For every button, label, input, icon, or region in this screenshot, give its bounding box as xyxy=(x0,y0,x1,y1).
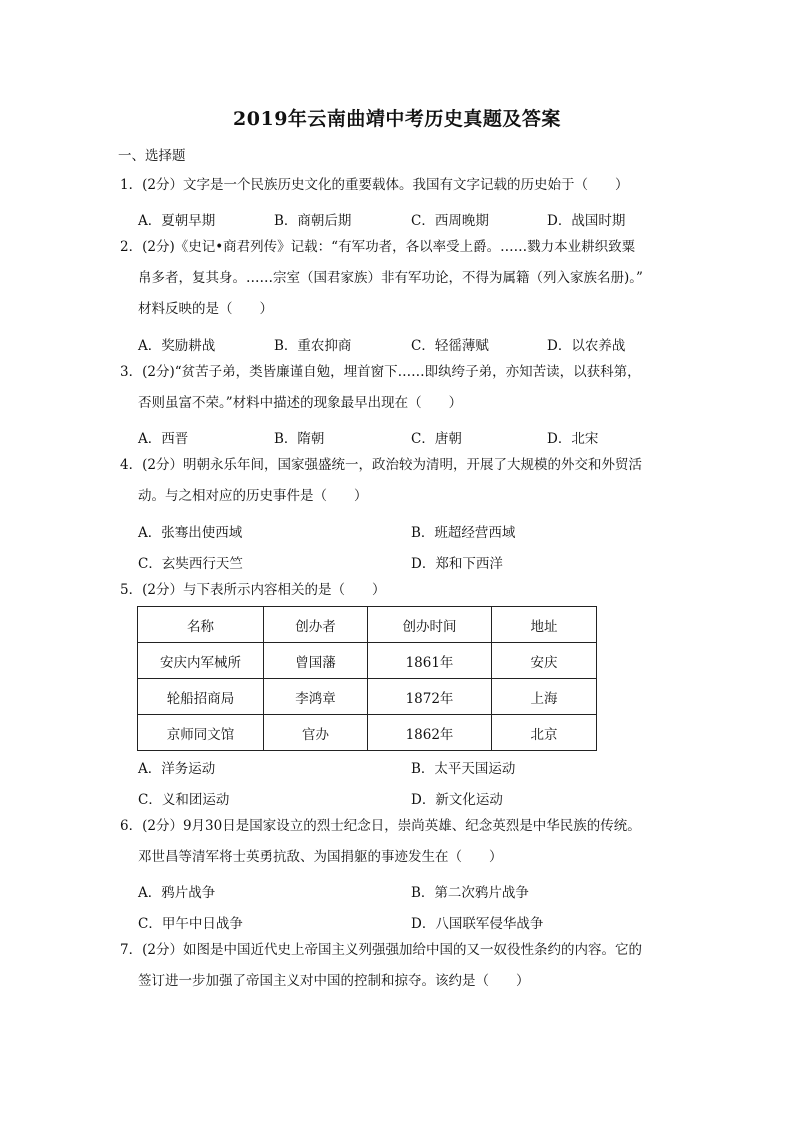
table-cell: 官办 xyxy=(264,715,368,751)
question-stem: 7．(2分）如图是中国近代史上帝国主义列强强加给中国的又一奴役性条约的内容。它的 xyxy=(120,942,642,958)
option-c[interactable]: C．甲午中日战争 xyxy=(138,916,243,932)
question-5 xyxy=(120,575,680,606)
option-a[interactable]: A．奖励耕战 xyxy=(138,338,216,354)
question-6 xyxy=(120,811,680,873)
option-c[interactable]: C．玄奘西行天竺 xyxy=(138,556,243,572)
question-1 xyxy=(120,170,680,201)
table-cell: 李鸿章 xyxy=(264,679,368,715)
table-header-row xyxy=(138,607,597,643)
option-a[interactable]: A．张骞出使西域 xyxy=(138,525,243,541)
table-cell: 安庆 xyxy=(492,643,597,679)
table-cell: 轮船招商局 xyxy=(138,679,264,715)
table-row xyxy=(138,643,597,679)
option-b[interactable]: B．太平天国运动 xyxy=(411,761,516,777)
question-4 xyxy=(120,450,680,512)
option-d[interactable]: D．新文化运动 xyxy=(411,792,503,808)
question-stem-continued: 材料反映的是（ ） xyxy=(138,301,273,317)
table-cell: 上海 xyxy=(492,679,597,715)
table-cell: 1872年 xyxy=(368,679,492,715)
table-row xyxy=(138,679,597,715)
question-stem-continued: 帛多者，复其身。……宗室（国君家族）非有军功论，不得为属籍（列入家族名册)。” xyxy=(138,270,643,286)
option-b[interactable]: B．商朝后期 xyxy=(274,213,352,229)
table-cell: 曾国藩 xyxy=(264,643,368,679)
table-header-cell: 创办时间 xyxy=(368,607,492,643)
option-a[interactable]: A．西晋 xyxy=(138,431,189,447)
question-7 xyxy=(120,935,680,997)
option-c[interactable]: C．唐朝 xyxy=(411,431,462,447)
table-header-cell: 名称 xyxy=(138,607,264,643)
option-a[interactable]: A．鸦片战争 xyxy=(138,885,216,901)
question-stem-continued: 签订进一步加强了帝国主义对中国的控制和掠夺。该约是（ ） xyxy=(138,973,530,989)
option-b[interactable]: B．班超经营西域 xyxy=(411,525,516,541)
option-c[interactable]: C．义和团运动 xyxy=(138,792,230,808)
option-d[interactable]: D．战国时期 xyxy=(547,213,626,229)
table-header-cell: 创办者 xyxy=(264,607,368,643)
question-stem: 2．(2分)《史记•商君列传》记载：“有军功者，各以率受上爵。……戮力本业耕织致粟 xyxy=(120,239,636,255)
question-stem: 1．(2分）文字是一个民族历史文化的重要载体。我国有文字记载的历史始于（ ） xyxy=(120,177,629,193)
question-stem: 3．(2分)“贫苦子弟，类皆廉谨自勉，埋首窗下……即纨绔子弟，亦知苦读，以获科第， xyxy=(120,364,641,380)
question-stem: 5．(2分）与下表所示内容相关的是（ ） xyxy=(120,582,386,598)
table-row xyxy=(138,715,597,751)
option-a[interactable]: A．洋务运动 xyxy=(138,761,216,777)
option-d[interactable]: D．北宋 xyxy=(547,431,599,447)
table-cell: 北京 xyxy=(492,715,597,751)
option-d[interactable]: D．以农养战 xyxy=(547,338,626,354)
table-cell: 1862年 xyxy=(368,715,492,751)
question-stem: 6．(2分）9月30日是国家设立的烈士纪念日，崇尚英雄、纪念英烈是中华民族的传统。 xyxy=(120,818,641,834)
table-cell: 1861年 xyxy=(368,643,492,679)
option-b[interactable]: B．第二次鸦片战争 xyxy=(411,885,529,901)
section-heading: 一、选择题 xyxy=(118,148,186,164)
table-cell: 京师同文馆 xyxy=(138,715,264,751)
question-2 xyxy=(120,232,680,325)
option-a[interactable]: A．夏朝早期 xyxy=(138,213,216,229)
option-b[interactable]: B．重农抑商 xyxy=(274,338,352,354)
option-c[interactable]: C．轻徭薄赋 xyxy=(411,338,489,354)
option-d[interactable]: D．郑和下西洋 xyxy=(411,556,503,572)
table-header-cell: 地址 xyxy=(492,607,597,643)
option-b[interactable]: B．隋朝 xyxy=(274,431,325,447)
question-stem-continued: 否则虽富不荣。”材料中描述的现象最早出现在（ ） xyxy=(138,395,463,411)
question-stem-continued: 邓世昌等清军将士英勇抗敌、为国捐躯的事迹发生在（ ） xyxy=(138,849,503,865)
table-cell: 安庆内军械所 xyxy=(138,643,264,679)
data-table xyxy=(137,606,597,751)
question-3 xyxy=(120,357,680,419)
option-c[interactable]: C．西周晚期 xyxy=(411,213,489,229)
question-stem: 4．(2分）明朝永乐年间，国家强盛统一，政治较为清明，开展了大规模的外交和外贸活 xyxy=(120,457,642,473)
question-stem-continued: 动。与之相对应的历史事件是（ ） xyxy=(138,488,368,504)
option-d[interactable]: D．八国联军侵华战争 xyxy=(411,916,544,932)
document-title: 2019年云南曲靖中考历史真题及答案 xyxy=(233,108,561,130)
